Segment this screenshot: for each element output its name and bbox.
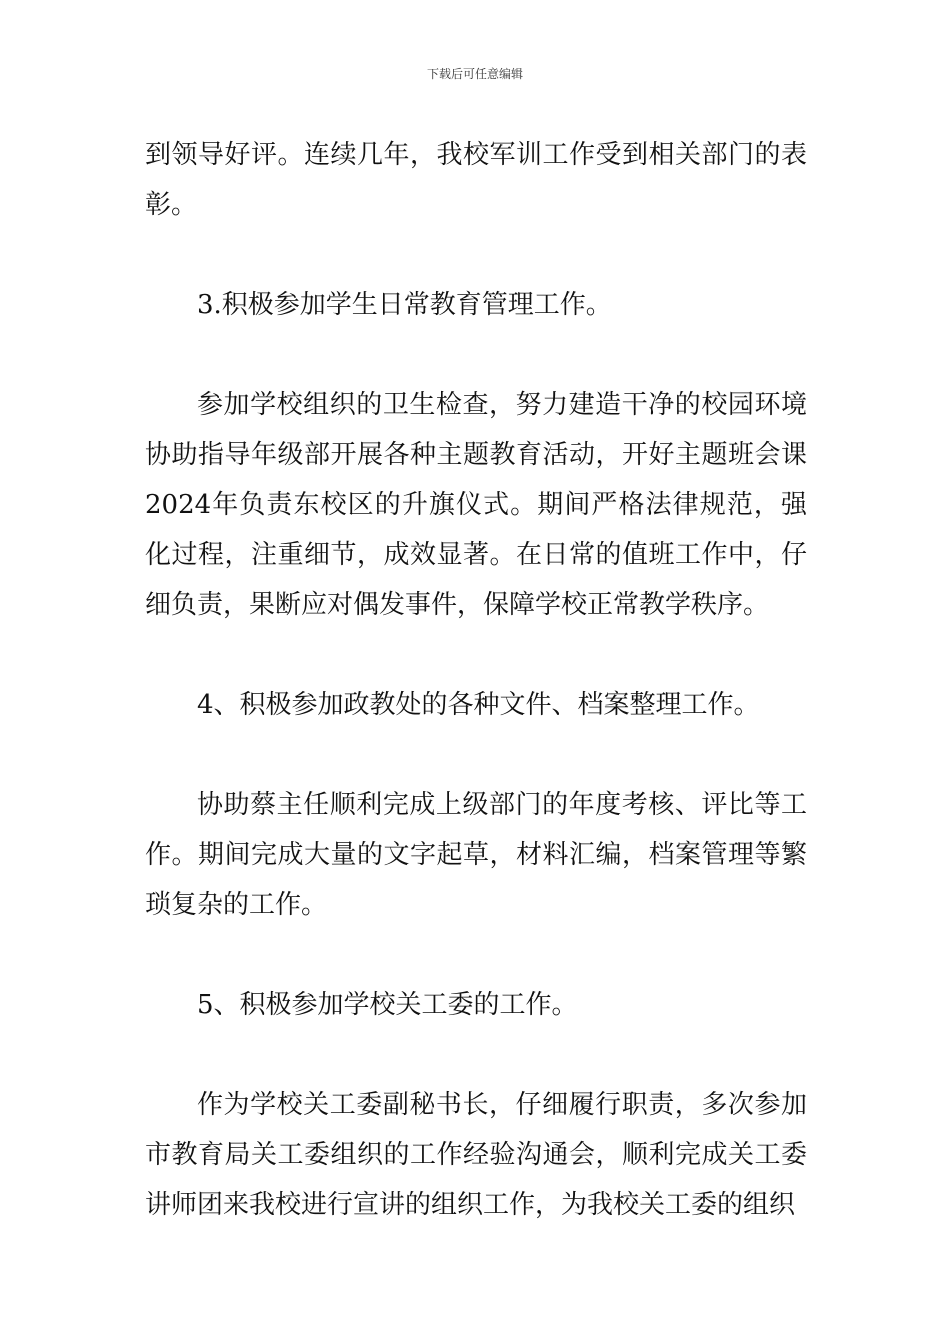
paragraph-continuation: 到领导好评。连续几年，我校军训工作受到相关部门的表彰。 (145, 140, 807, 220)
paragraph-section-3: 参加学校组织的卫生检查，努力建造干净的校园环境协助指导年级部开展各种主题教育活动，开好主题班会课2024年负责东校区的升旗仪式。期间严格法律规范，强化过程，注重细节，成效显著。在日常的值班工作中，仔细负责，果断应对偶发事件，保障学校正常教学秩序。 (145, 390, 807, 620)
paragraph-gap (145, 630, 807, 680)
paragraph-gap (145, 730, 807, 780)
paragraph-section-4: 协助蔡主任顺利完成上级部门的年度考核、评比等工作。期间完成大量的文字起草，材料汇编，档案管理等繁琐复杂的工作。 (145, 790, 807, 920)
paragraph-gap (145, 330, 807, 380)
section-heading-3: 3.积极参加学生日常教育管理工作。 (197, 290, 612, 320)
section-heading-4: 4、积极参加政教处的各种文件、档案整理工作。 (197, 690, 760, 720)
paragraph-gap (145, 930, 807, 980)
paragraph-gap (145, 1030, 807, 1080)
document-body (145, 130, 807, 1230)
paragraph-section-5: 作为学校关工委副秘书长，仔细履行职责，多次参加市教育局关工委组织的工作经验沟通会，顺利完成关工委讲师团来我校进行宣讲的组织工作，为我校关工委的组织 (145, 1090, 807, 1220)
header-note: 下载后可任意编辑 (426, 67, 523, 81)
paragraph-gap (145, 230, 807, 280)
section-heading-5: 5、积极参加学校关工委的工作。 (197, 990, 578, 1020)
